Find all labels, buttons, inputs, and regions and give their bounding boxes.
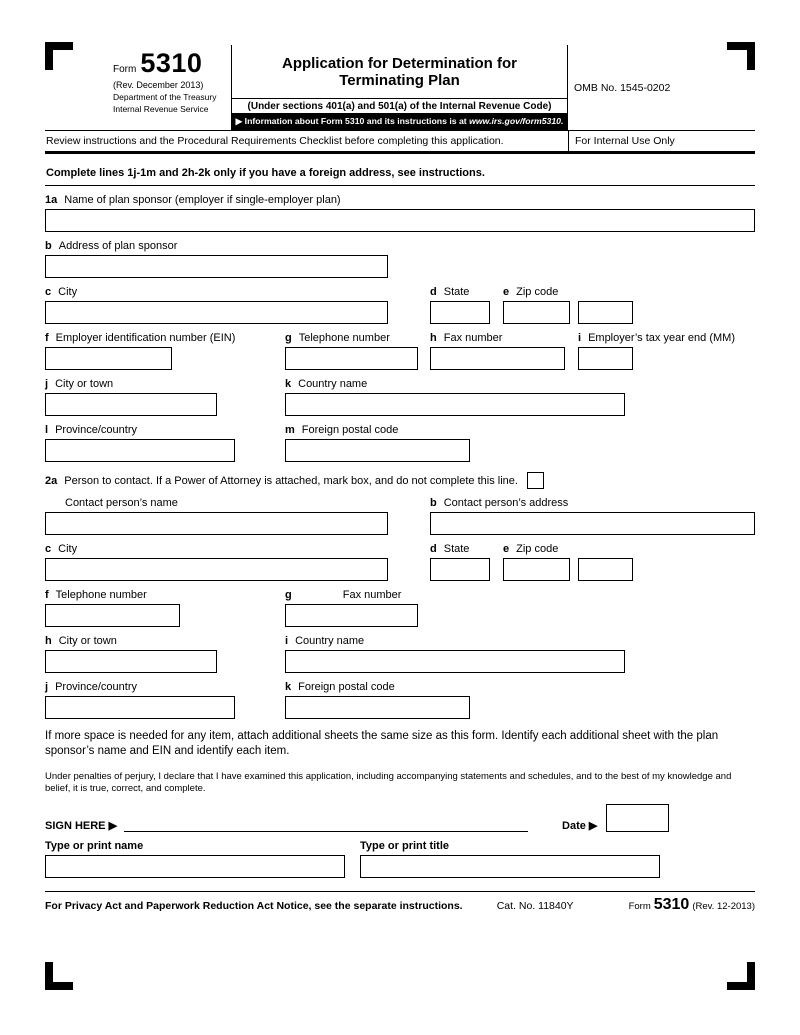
contact-address-label: b Contact person’s address <box>430 497 569 509</box>
contact-city-input[interactable] <box>45 558 388 581</box>
internal-use-label: For Internal Use Only <box>568 131 755 151</box>
contact-zip-ext-input[interactable] <box>578 558 633 581</box>
sponsor-city-input[interactable] <box>45 301 388 324</box>
print-title-input[interactable] <box>360 855 660 878</box>
sponsor-zip-input[interactable] <box>503 301 570 324</box>
sponsor-city-label: c City <box>45 286 78 298</box>
type-title-label: Type or print title <box>360 840 450 852</box>
sponsor-postal-code-label: m Foreign postal code <box>285 424 399 436</box>
sponsor-zip-label: e Zip code <box>503 286 559 298</box>
sponsor-province-input[interactable] <box>45 439 235 462</box>
form-word: Form <box>113 64 137 75</box>
contact-address-input[interactable] <box>430 512 755 535</box>
date-label: Date ▶ <box>562 820 598 832</box>
print-name-input[interactable] <box>45 855 345 878</box>
sponsor-address-input[interactable] <box>45 255 388 278</box>
sponsor-address-label: b Address of plan sponsor <box>45 240 178 252</box>
revision-date: (Rev. December 2013) <box>113 80 204 90</box>
sponsor-zip-ext-input[interactable] <box>578 301 633 324</box>
contact-person-note: 2a Person to contact. If a Power of Attorney is attached, mark box, and do not complete this line. <box>45 474 518 487</box>
contact-phone-label: f Telephone number <box>45 589 147 601</box>
contact-fax-input[interactable] <box>285 604 418 627</box>
corner-mark-bottom-left <box>45 962 73 990</box>
contact-zip-label: e Zip code <box>503 543 559 555</box>
catalog-number: Cat. No. 11840Y <box>496 900 574 912</box>
date-input[interactable] <box>606 804 669 832</box>
contact-postal-code-label: k Foreign postal code <box>285 681 395 693</box>
form-title <box>232 45 567 98</box>
sponsor-tax-year-label: i Employer’s tax year end (MM) <box>578 332 735 344</box>
contact-phone-input[interactable] <box>45 604 180 627</box>
sponsor-phone-label: g Telephone number <box>285 332 390 344</box>
sponsor-country-input[interactable] <box>285 393 625 416</box>
footer-form-number: 5310 <box>653 896 690 913</box>
info-bar <box>232 113 567 130</box>
contact-province-input[interactable] <box>45 696 235 719</box>
sponsor-fax-label: h Fax number <box>430 332 503 344</box>
form-header <box>45 45 755 131</box>
signature-line[interactable] <box>124 812 528 832</box>
form-title-line2: Terminating Plan <box>339 71 460 89</box>
form-identity-block <box>45 45 232 130</box>
sponsor-postal-code-input[interactable] <box>285 439 470 462</box>
sponsor-foreign-city-label: j City or town <box>45 378 114 390</box>
contact-foreign-city-label: h City or town <box>45 635 117 647</box>
info-text: ▶ Information about Form 5310 and its instructions is at <box>235 116 470 126</box>
department-line-2: Internal Revenue Service <box>113 104 209 114</box>
sponsor-province-label: l Province/country <box>45 424 137 436</box>
form-footer <box>45 891 755 914</box>
form-subtitle: (Under sections 401(a) and 501(a) of the Internal Revenue Code) <box>232 98 567 113</box>
privacy-act-notice: For Privacy Act and Paperwork Reduction Act Notice, see the separate instructions. <box>45 900 463 912</box>
sponsor-country-label: k Country name <box>285 378 368 390</box>
contact-name-input[interactable] <box>45 512 388 535</box>
sponsor-state-input[interactable] <box>430 301 490 324</box>
contact-foreign-city-input[interactable] <box>45 650 217 673</box>
contact-city-label: c City <box>45 543 78 555</box>
contact-country-input[interactable] <box>285 650 625 673</box>
sponsor-ein-label: f Employer identification number (EIN) <box>45 332 236 344</box>
footer-form-id: Form 5310 (Rev. 12-2013) <box>628 896 755 913</box>
review-row <box>45 131 755 154</box>
form-title-line1: Application for Determination for <box>281 54 517 72</box>
irs-url: www.irs.gov/form5310. <box>469 116 564 126</box>
contact-name-label: Contact person’s name <box>65 497 178 509</box>
omb-number: OMB No. 1545-0202 <box>574 81 671 94</box>
contact-province-label: j Province/country <box>45 681 137 693</box>
department-line-1: Department of the Treasury <box>113 92 217 102</box>
contact-country-label: i Country name <box>285 635 365 647</box>
sponsor-ein-input[interactable] <box>45 347 172 370</box>
contact-fax-label: g Fax number <box>285 589 402 601</box>
perjury-statement: Under penalties of perjury, I declare that I have examined this application, including accompanying statements and schedules, and to the best of my knowledge and belief, it is true, correct, and complete. <box>45 771 732 794</box>
contact-state-input[interactable] <box>430 558 490 581</box>
footer-revision: (Rev. 12-2013) <box>692 901 755 912</box>
omb-block <box>568 45 755 130</box>
sponsor-tax-year-input[interactable] <box>578 347 633 370</box>
corner-mark-bottom-right <box>727 962 755 990</box>
review-instructions-note: Review instructions and the Procedural Requirements Checklist before completing this application. <box>46 135 504 147</box>
poa-attached-checkbox[interactable] <box>527 472 544 489</box>
sponsor-fax-input[interactable] <box>430 347 565 370</box>
contact-postal-code-input[interactable] <box>285 696 470 719</box>
sponsor-state-label: d State <box>430 286 470 298</box>
sponsor-name-input[interactable] <box>45 209 755 232</box>
title-block <box>232 45 568 130</box>
sign-here-label: SIGN HERE ▶ <box>45 820 118 832</box>
sponsor-phone-input[interactable] <box>285 347 418 370</box>
sponsor-name-label: 1a Name of plan sponsor (employer if single-employer plan) <box>45 194 341 206</box>
contact-zip-input[interactable] <box>503 558 570 581</box>
foreign-address-note: Complete lines 1j-1m and 2h-2k only if you have a foreign address, see instructions. <box>45 154 755 186</box>
form-number: 5310 <box>140 48 203 78</box>
type-name-label: Type or print name <box>45 840 144 852</box>
signature-row <box>45 804 755 832</box>
contact-state-label: d State <box>430 543 470 555</box>
more-space-note: If more space is needed for any item, attach additional sheets the same size as this form. Identify each additional sheet with the plan sponsor’s name and EIN and identify each item. <box>45 730 719 757</box>
sponsor-foreign-city-input[interactable] <box>45 393 217 416</box>
